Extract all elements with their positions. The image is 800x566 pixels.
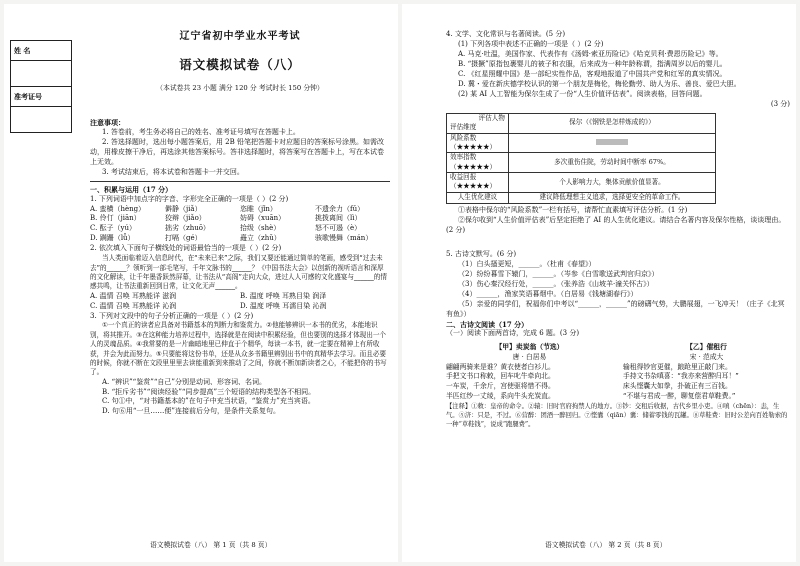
q1-option-row: B. 伶仃（jiān） 狡辩（jiǎo） 妨碍（xuān） 挑拨离间（lì） (90, 214, 362, 223)
exam-header (90, 30, 390, 94)
table-corner: 评估人物 评估维度 (447, 113, 509, 133)
q5-line: （2）纷纷暮雪下辕门，______。（岑参《白雪歌送武判官归京》） (458, 269, 659, 278)
question-2-stem: 2. 依次填入下面句子横线处的词语最恰当的一项是（ ）(2 分) (90, 244, 282, 253)
page-1-footer: 语文模拟试卷（八） 第 1 页（共 8 页） (150, 541, 272, 549)
name-label: 姓 名 (11, 41, 72, 61)
question-1-stem: 1. 下列词语中加点字的字音、字形完全正确的一项是（ ）(2 分) (90, 194, 289, 203)
q3-option: A. “辨识”“鉴赏”“自己”分别是动词、形容词、名词。 (102, 377, 266, 386)
notice-heading: 注意事项： (90, 118, 125, 127)
q3-option: C. 句①中，“对书籍基本的”在句子中充当状语，“鉴赏力”充当宾语。 (102, 397, 315, 406)
poem-line: 手持文书杂嗔喜：“我亦来营醉归耳！” (623, 372, 739, 381)
q4-option: D. 冀・爱在新庆德学校认识的第一个朋友是梅伦，梅伦勤劳、助人为乐、善良、爱巴大胆。 (458, 79, 741, 88)
q5-line: （4）______，渔家笑语暮烟中。（白居易《钱塘湖春行》） (458, 289, 638, 298)
candidate-info-box (10, 40, 72, 133)
poem-notes: 【注释】①敕：皇帝的命令。②辕：旧时官府拘禁人的地方。③钞：交租后收据，古代乡里小吏。④嗔（chēn）：恚，生气。⑤济：只是，不过。⑥营醉：团酒一醉回归。⑦悭囊（qiān）囊：储蓄零钱的瓦罐。⑧草鞋费：旧时公差向百姓勒索的一种“草鞋钱”，说成“跑腿费”。 (446, 403, 788, 429)
table-row: 效率指数（★★★★★） 多次重伤住院，劳动时间中断率 67%。 (447, 153, 716, 173)
table-header: 保尔（《钢铁是怎样炼成的》） (509, 113, 716, 133)
poem-b (623, 343, 790, 401)
exam-id-field[interactable] (11, 107, 72, 133)
poem-line: 手把文书口称敕，回车叱牛牵向北。 (446, 372, 555, 381)
poem-b-author: 宋 · 范成大 (689, 353, 724, 362)
q4-sub1: (1) 下列各项中表述不正确的一项是（ ）(2 分) (458, 39, 604, 48)
question-3-passage: ①一个真正的读者应具备对书籍基本的判断力和鉴赏力。②他能够辨识一本书的优劣，本能地识别，将其推开。③在这种能力培养过程中，选择就是在阅读中积累经验，但也要别的选择才体现出一个人的灵魂品质。④我常要的是一片幽暗地里已伸直于个精华，每读一本书，就一定要在精神上有所收获，并会为此而努力。⑤只要能将这份书单，还是从众多书籍里辨别出书中的真精华去学习。而且必要的时候，你就不断在文段里里里去读能重新到来推动了之间，你就不断加新读者之心，不能把你的书写了。 (90, 321, 387, 377)
poem-a (446, 343, 613, 401)
page-2-footer: 语文模拟试卷（八） 第 2 页（共 8 页） (545, 541, 667, 549)
divider (90, 181, 390, 182)
question-4-stem: 4. 文学、文化常识与名著阅读。(5 分) (446, 30, 566, 38)
poem-line: 翩翩两骑来是谁？黄衣使者白衫儿。 (446, 362, 555, 371)
table-row: 人生优化建议 建议降低理想主义追求，选择更安全的革命工作。 (447, 192, 716, 204)
poem-a-author: 唐 · 白居易 (512, 353, 547, 362)
poem-line: 床头悭囊大如拳，扑破正有三百钱。 (623, 381, 732, 390)
q4-option: B. “摄撅”原指包裹婴儿的被子和衣服，后来成为一种年龄称谓，指满周岁以后的婴儿。 (458, 59, 727, 68)
q1-option-row: D. 蹒跚（lǚ） 打嗝（gé） 矗立（zhǔ） 骇歌慢舞（mán） (90, 234, 373, 243)
q5-line: （5）亲爱的同学们，祝福你们中考以“______，______”的磅礴气势，大鹏展翅，一飞冲天！（庄子《北冥有鱼》） (446, 299, 785, 318)
table-row: 风险系数（★★★★★） (447, 133, 716, 153)
q2-option-row: A. 温情 召唤 耳熟能详 滋润 B. 温度 呼唤 耳熟目染 润泽 (90, 291, 327, 300)
poem-line: 输租得钞官更催，踉跄里正敲门来。 (623, 362, 732, 371)
ai-evaluation-table (446, 113, 716, 205)
poem-a-title: 【甲】卖炭翁（节选） (495, 343, 564, 352)
page-2-body (446, 30, 790, 430)
q1-option-row: A. 蛮横（hèng） 僻静（jiǎ） 恣睢（jǐn） 不遗余力（fǔ） (90, 204, 365, 213)
exam-subtitle: 语文模拟试卷（八） (179, 57, 301, 73)
poem-line: 一车炭，千余斤，宫使驱将惜不得。 (446, 381, 555, 390)
q5-line: （1）白头搔更短，______。（杜甫《春望》） (458, 259, 596, 268)
poem-line: 半匹红纱一丈绫，系向牛头充炭直。 (446, 391, 555, 400)
answer-space (446, 236, 790, 250)
q4-sub2-q2: ②保尔收到“人生价值评估表”后坚定拒绝了 AI 的人生优化建议。请结合名著内容及保尔性格，谈谈理由。(2 分) (446, 216, 786, 235)
poems-container (446, 343, 790, 401)
question-5-stem: 5. 古诗文默写。(6 分) (446, 249, 517, 258)
section-heading: 一、积累与运用（17 分） (90, 184, 173, 194)
q2-option-row: C. 温情 召唤 耳熟能详 沁润 D. 温度 呼唤 耳濡目染 沁润 (90, 301, 327, 310)
section-subheading: （一）阅读下面两首诗，完成 6 题。(3 分) (446, 329, 580, 338)
page-1-body (90, 118, 390, 417)
notice-item: 1. 答卷前，考生务必将自己的姓名、准考证号填写在答题卡上。 (102, 127, 300, 136)
q4-option: C. 《红星照耀中国》是一部纪实性作品，客观地报道了中国共产党和红军的真实情况。 (458, 69, 727, 78)
name-field[interactable] (11, 61, 72, 87)
poem-b-title: 【乙】催租行 (686, 343, 727, 352)
exam-meta: （本试卷共 23 小题 满分 120 分 考试时长 150 分钟） (156, 83, 324, 92)
exam-title: 辽宁省初中学业水平考试 (179, 31, 301, 42)
q3-option: D. 句⑥用“一旦……便”连接前后分句，是条件关系复句。 (102, 407, 280, 416)
q4-sub2-points: (3 分) (770, 99, 790, 108)
notice-item: 2. 答选择题时，选出每小题答案后，用 2B 铅笔把答题卡对应题目的答案标号涂黑。如需改动，用橡皮擦干净后，再选涂其他答案标号。答非选择题时，将答案写在答题卡上，写在本试卷上无效。 (90, 137, 384, 166)
poem-line: “不堪与君成一醉，聊复偿君草鞋费。” (623, 391, 736, 400)
q1-option-row: C. 酝子（yú） 拙劣（zhuō） 拾级（shè） 怒不可遏（è） (90, 224, 362, 233)
blurred-answer (596, 139, 628, 145)
q3-option: B. “拒斥劣书”“阅读经验”“同步提高”三个短语的结构类型各不相同。 (102, 387, 316, 396)
q4-sub2-q1: ①表格中保尔的“风险系数”一栏有括号，请帮忙直素填写评估分析。(1 分) (458, 206, 688, 215)
question-3-stem: 3. 下列对文段中的句子分析正确的一项是（ ）(2 分) (90, 311, 254, 320)
notice-item: 3. 考试结束后，将本试卷和答题卡一并交回。 (102, 167, 244, 176)
question-2-passage: 当人类面临着迈入信息时代，在“未来已来”之际，我们又要还能通过简单的笔画，感受到“过去未去”的______？领听到一部毛笔写，千年文脉书的______？《中国书法大会》以创新的视听语言和深厚的文化解读，让千年墨香跃然屏幕，让书法从“高阁”走向大众，进过人人可感的文化盛宴与______的情感共鸣，让书法重新回到日常，让文化无声______。 (90, 254, 387, 291)
q5-line: （3）伤心秦汉经行处，______。（张养浩《山坡羊·潼关怀古》） (458, 279, 654, 288)
section-heading: 二、古诗文阅读（17 分） (446, 319, 529, 329)
q4-option: A. 马克·吐温，美国作家、代表作有《汤姆·索亚历险记》《哈克贝利·费恩历险记》等。 (458, 49, 723, 58)
q4-sub2: (2) 某 AI 人工智能为保尔生成了一份“人生价值评估表”。阅读表格，回答问题。 (458, 89, 707, 98)
table-row: 收益回报（★★★★★） 个人影响力大，集体贡献价值显著。 (447, 172, 716, 192)
exam-id-label: 准考证号 (11, 87, 72, 107)
